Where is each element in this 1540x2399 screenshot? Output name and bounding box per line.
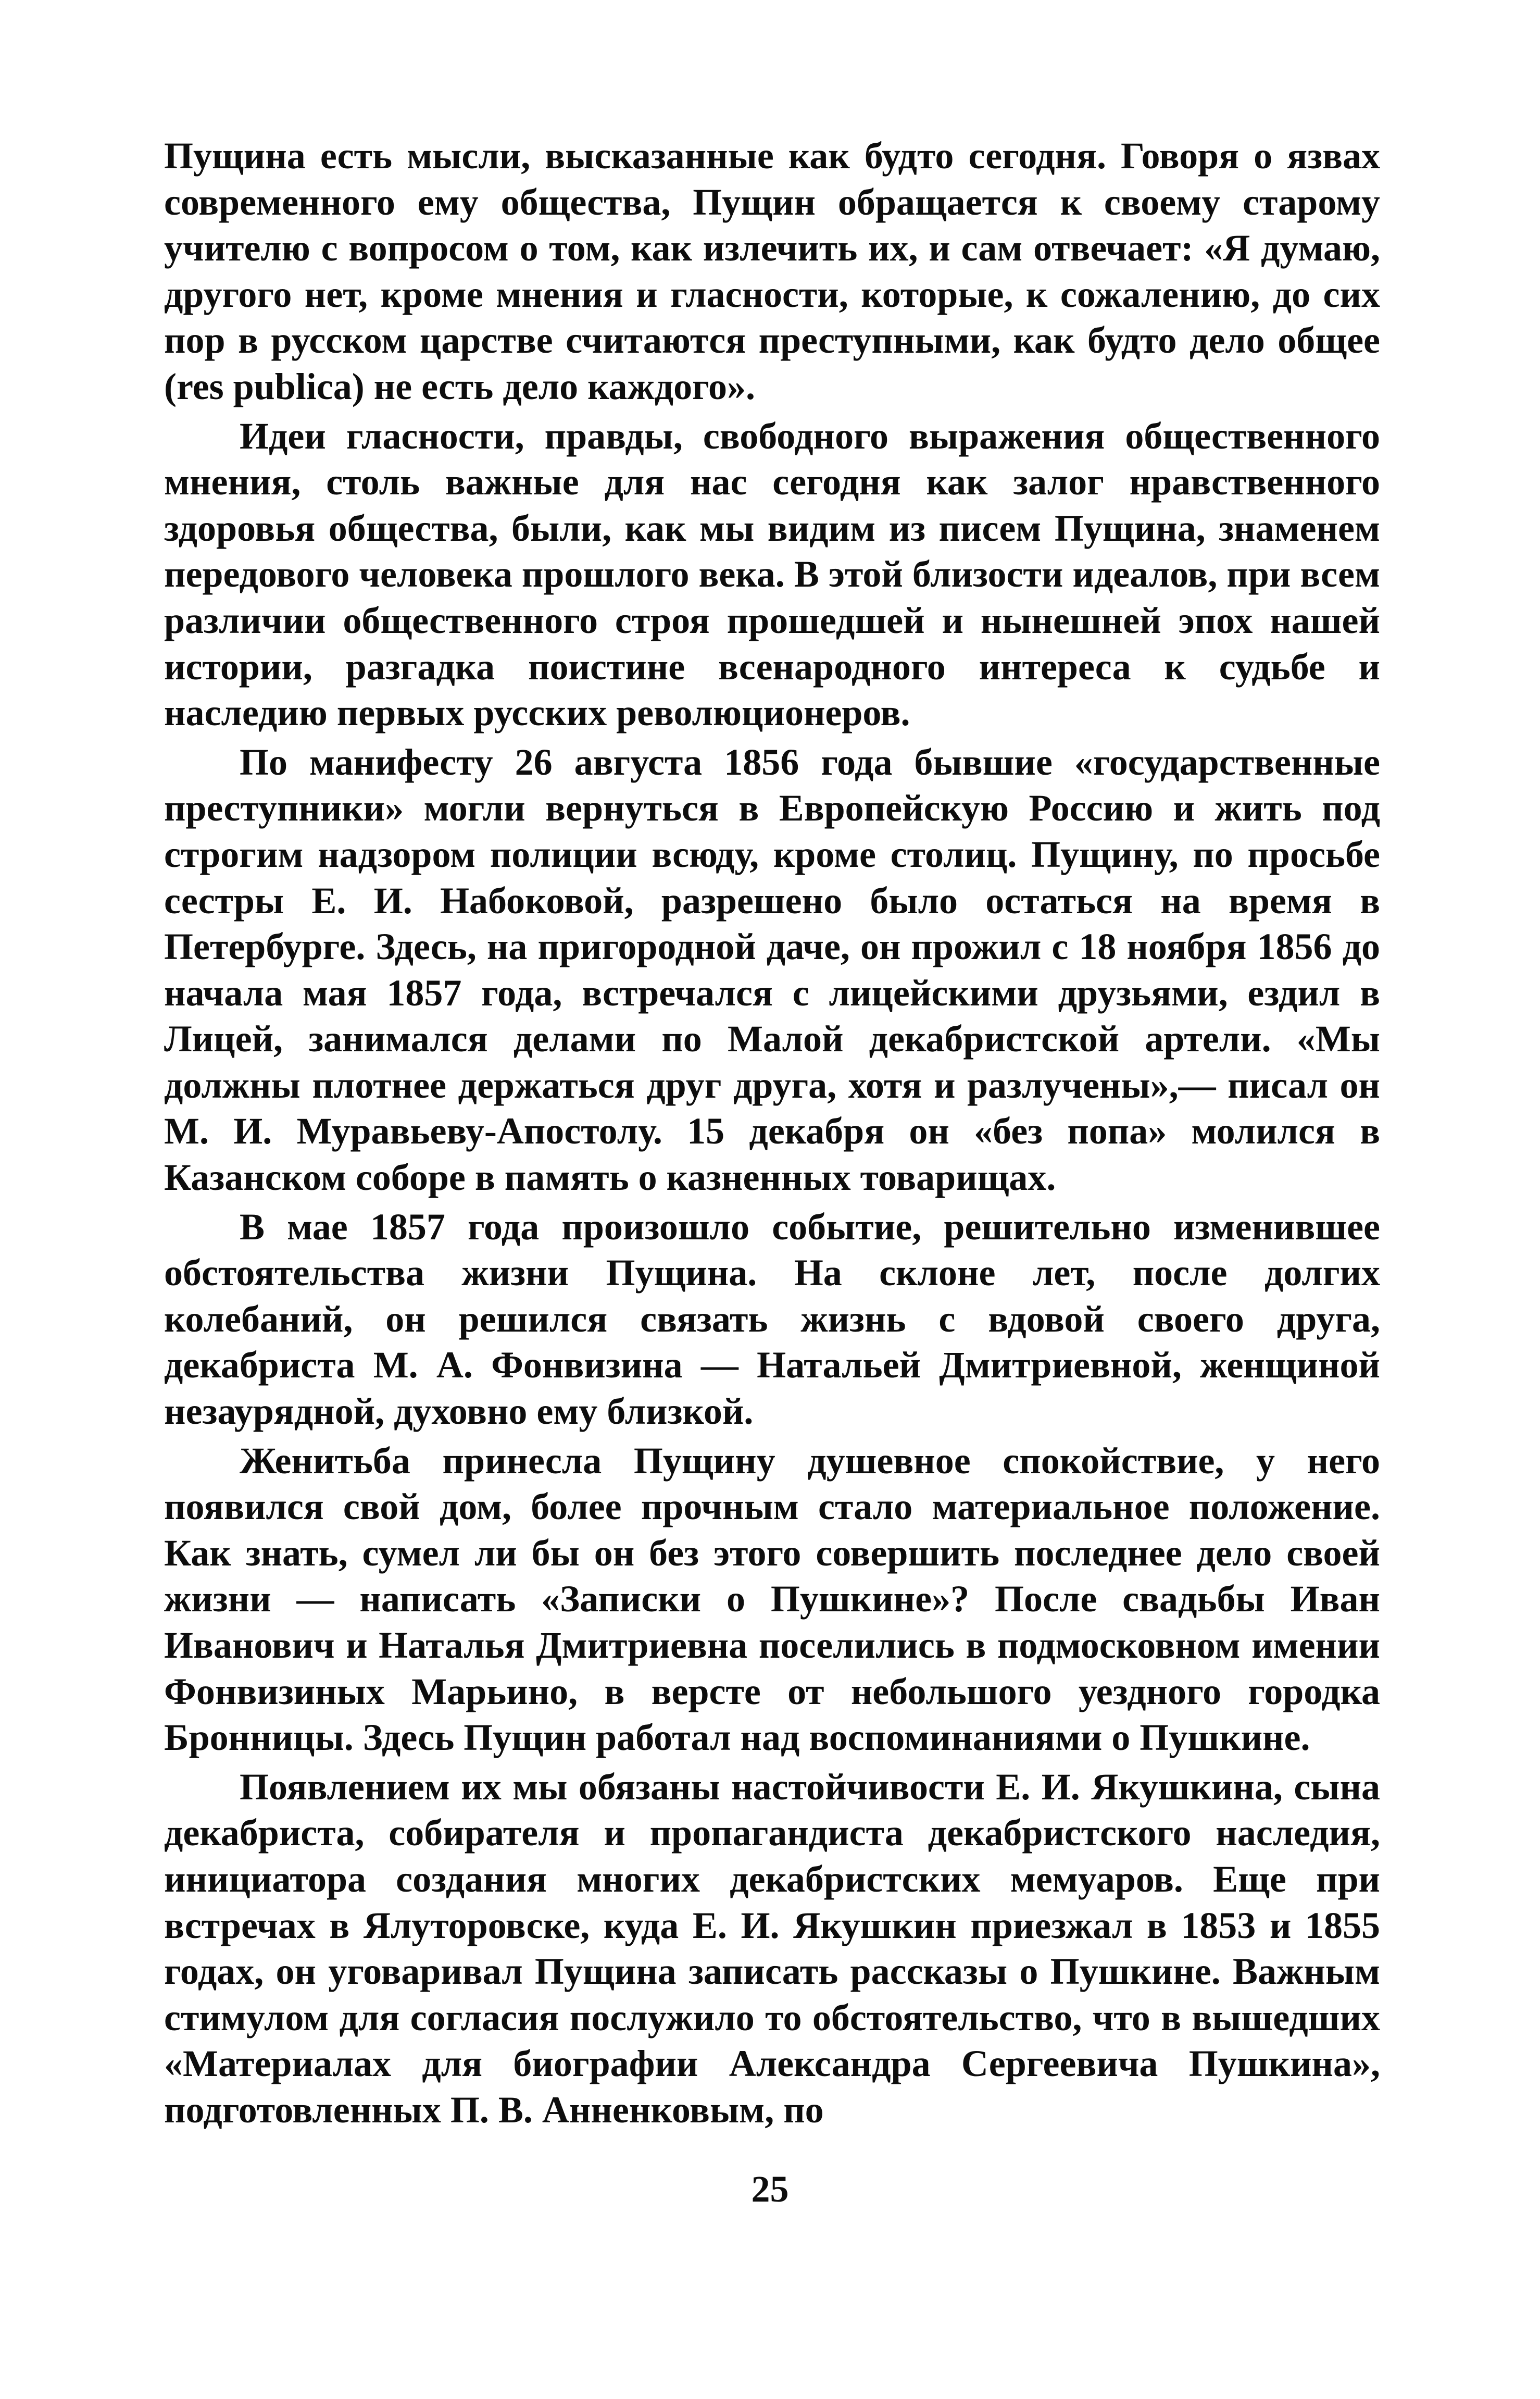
paragraph-6: Появлением их мы обязаны настойчивости Е. И. Якушкина, сына декабриста, собирателя и пропагандиста декабристского наследия, инициатора создания многих декабристских мемуаров. Еще при встречах в Ялуторовске, куда Е. И. Якушкин приезжал в 1853 и 1855 годах, он уговаривал Пущина записать рассказы о Пушкине. Важным стимулом для согласия послужило то обстоятельство, что в вышедших «Материалах для биографии Александра Сергеевича Пушкина», подготовленных П. В. Анненковым, по	[164, 1766, 1380, 2131]
paragraph-4: В мае 1857 года произошло событие, решительно изменившее обстоятельства жизни Пущина. На склоне лет, после долгих колебаний, он решился связать жизнь с вдовой своего друга, декабриста М. А. Фонвизина — Натальей Дмитриевной, женщиной незаурядной, духовно ему близкой.	[164, 1205, 1380, 1433]
page-number: 25	[751, 2168, 789, 2210]
paragraph-2: Идеи гласности, правды, свободного выражения общественного мнения, столь важные для нас сегодня как залог нравственного здоровья общества, были, как мы видим из писем Пущина, знаменем передового человека прошлого века. В этой близости идеалов, при всем различии общественного строя прошедшей и нынешней эпох нашей истории, разгадка поистине всенародного интереса к судьбе и наследию первых русских революционеров.	[164, 415, 1380, 734]
paragraph-1: Пущина есть мысли, высказанные как будто сегодня. Говоря о язвах современного ему общества, Пущин обращается к своему старому учителю с вопросом о том, как излечить их, и сам отвечает: «Я думаю, другого нет, кроме мнения и гласности, которые, к сожалению, до сих пор в русском царстве считаются преступными, как будто дело общее (res publica) не есть дело каждого».	[164, 135, 1380, 407]
body-text	[164, 133, 1380, 2136]
paragraph-3: По манифесту 26 августа 1856 года бывшие «государственные преступники» могли вернуться в Европейскую Россию и жить под строгим надзором полиции всюду, кроме столиц. Пущину, по просьбе сестры Е. И. Набоковой, разрешено было остаться на время в Петербурге. Здесь, на пригородной даче, он прожил с 18 ноября 1856 до начала мая 1857 года, встречался с лицейскими друзьями, ездил в Лицей, занимался делами по Малой декабристской артели. «Мы должны плотнее держаться друг друга, хотя и разлучены»,— писал он М. И. Муравьеву-Апостолу. 15 декабря он «без попа» молился в Казанском соборе в память о казненных товарищах.	[164, 741, 1380, 1199]
paragraph-5: Женитьба принесла Пущину душевное спокойствие, у него появился свой дом, более прочным стало материальное положение. Как знать, сумел ли бы он без этого совершить последнее дело своей жизни — написать «Записки о Пушкине»? После свадьбы Иван Иванович и Наталья Дмитриевна поселились в подмосковном имении Фонвизиных Марьино, в версте от небольшого уездного городка Бронницы. Здесь Пущин работал над воспоминаниями о Пушкине.	[164, 1439, 1380, 1759]
